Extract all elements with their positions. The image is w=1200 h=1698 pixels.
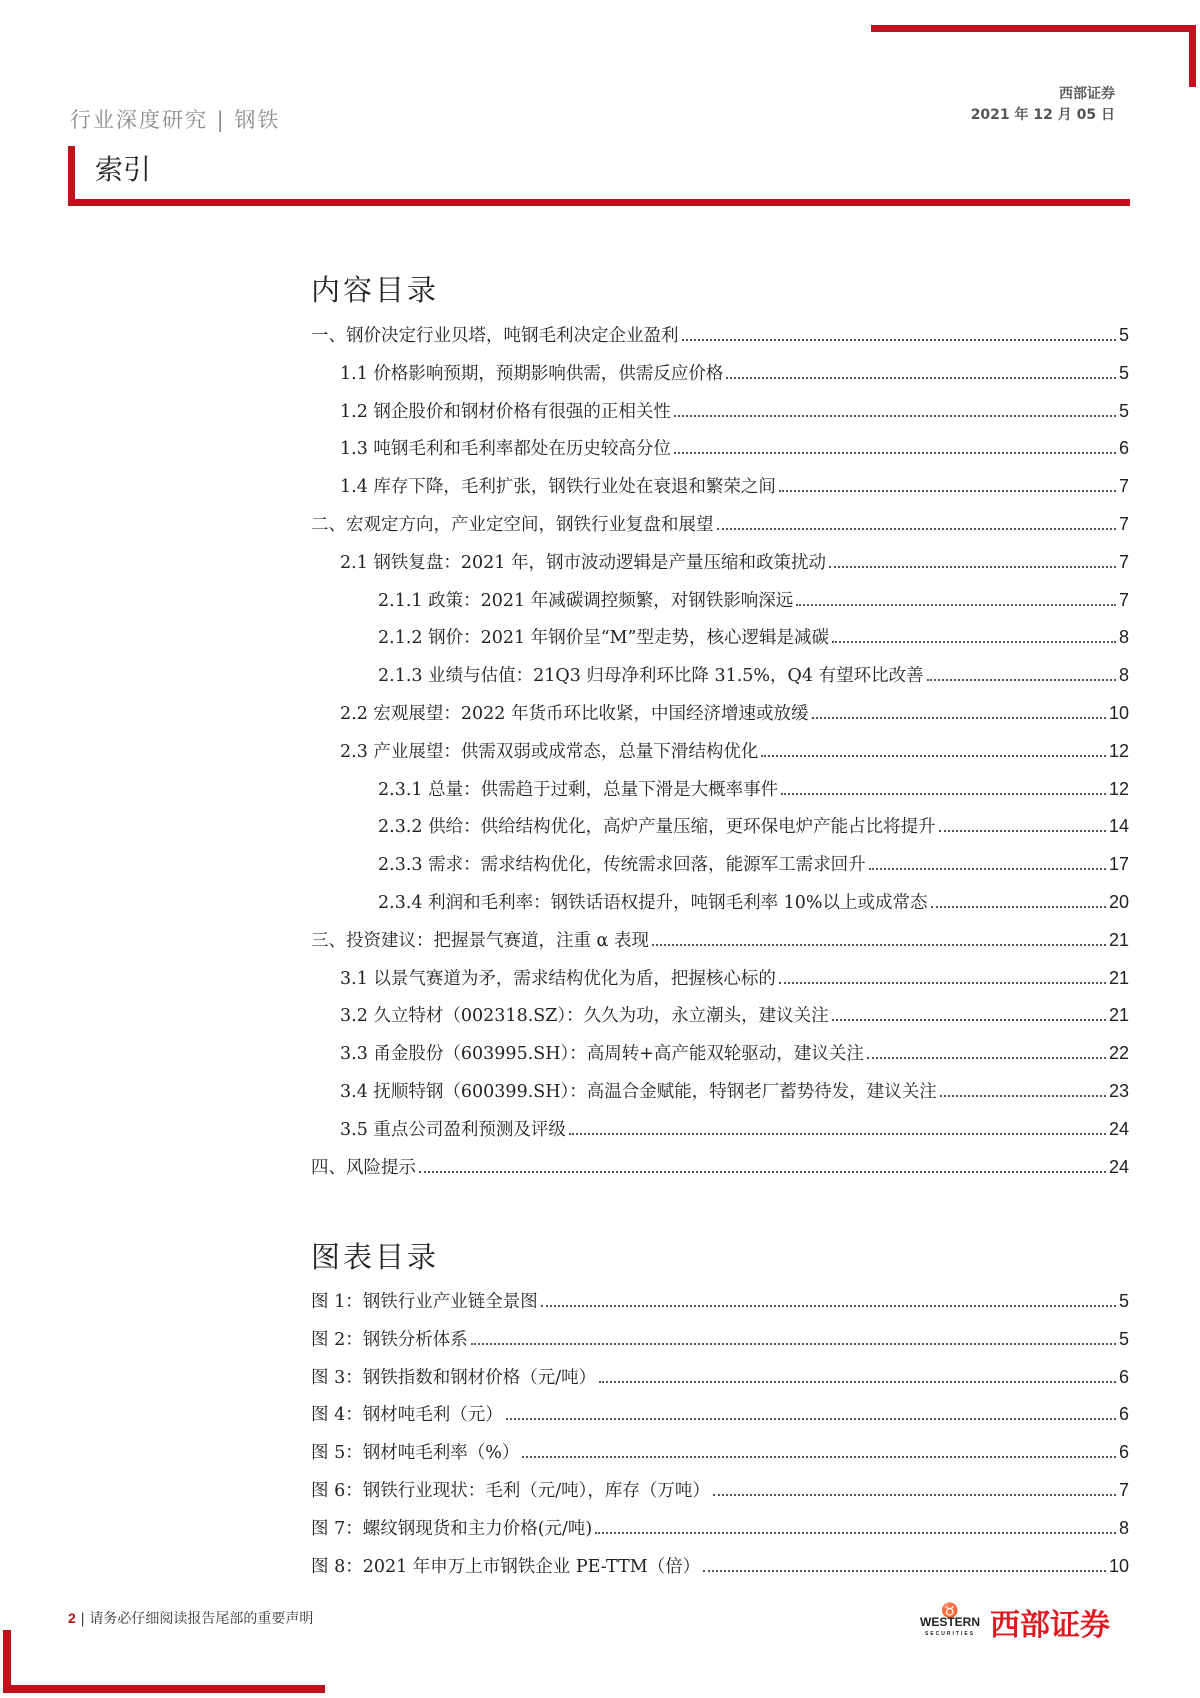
entry-label: 2.1.1 政策：2021 年减碳调控频繁，对钢铁影响深远 bbox=[378, 590, 794, 611]
entry-page: 14 bbox=[1108, 816, 1129, 837]
toc-entry[interactable] bbox=[311, 965, 1129, 1003]
entry-page: 6 bbox=[1118, 1404, 1129, 1425]
entry-label: 2.3.3 需求：需求结构优化，传统需求回落，能源军工需求回升 bbox=[378, 855, 866, 876]
entry-label: 2.3.2 供给：供给结构优化，高炉产量压缩，更环保电炉产能占比将提升 bbox=[378, 817, 936, 838]
dot-leader bbox=[796, 604, 1116, 606]
dot-leader bbox=[703, 1570, 1106, 1572]
dot-leader bbox=[812, 717, 1106, 719]
dot-leader bbox=[471, 1343, 1116, 1345]
entry-page: 21 bbox=[1108, 929, 1129, 950]
footer-disclaimer: 请务必仔细阅读报告尾部的重要声明 bbox=[89, 1611, 314, 1627]
toc-entry[interactable] bbox=[311, 700, 1129, 738]
report-date: 2021 年 12 月 05 日 bbox=[970, 107, 1115, 123]
dot-leader bbox=[931, 906, 1106, 908]
toc-entry[interactable] bbox=[311, 1364, 1129, 1402]
entry-label: 三、投资建议：把握景气赛道，注重 α 表现 bbox=[311, 930, 649, 951]
entry-page: 8 bbox=[1118, 627, 1129, 648]
toc-entry[interactable] bbox=[311, 1040, 1129, 1078]
entry-page: 8 bbox=[1118, 665, 1129, 686]
entry-page: 6 bbox=[1118, 1366, 1129, 1387]
entry-label: 1.1 价格影响预期，预期影响供需，供需反应价格 bbox=[340, 363, 724, 384]
entry-page: 20 bbox=[1108, 891, 1129, 912]
entry-page: 5 bbox=[1118, 400, 1129, 421]
figures-title: 图表目录 bbox=[311, 1240, 440, 1274]
dot-leader bbox=[506, 1418, 1116, 1420]
logo-english: ♉ WESTERN SECURITIES bbox=[920, 1602, 980, 1637]
entry-page: 24 bbox=[1108, 1156, 1129, 1177]
dot-leader bbox=[869, 868, 1106, 870]
figure-list bbox=[311, 1288, 1129, 1590]
table-of-contents bbox=[311, 322, 1129, 1191]
toc-entry[interactable] bbox=[311, 1477, 1129, 1515]
company-logo bbox=[920, 1600, 1110, 1644]
toc-entry[interactable] bbox=[311, 1326, 1129, 1364]
toc-entry[interactable] bbox=[311, 1553, 1129, 1591]
dot-leader bbox=[652, 944, 1106, 946]
dot-leader bbox=[419, 1171, 1106, 1173]
entry-label: 图 3：钢铁指数和钢材价格（元/吨） bbox=[311, 1367, 597, 1388]
dot-leader bbox=[832, 1019, 1106, 1021]
entry-label: 3.4 抚顺特钢（600399.SH）：高温合金赋能，特钢老厂蓄势待发，建议关注 bbox=[340, 1081, 937, 1102]
entry-label: 3.2 久立特材（002318.SZ）：久久为功，永立潮头，建议关注 bbox=[340, 1006, 829, 1027]
dot-leader bbox=[682, 339, 1116, 341]
entry-page: 12 bbox=[1108, 778, 1129, 799]
entry-label: 图 6：钢铁行业现状：毛利（元/吨），库存（万吨） bbox=[311, 1480, 710, 1501]
toc-entry[interactable] bbox=[311, 624, 1129, 662]
footer bbox=[68, 1608, 313, 1628]
section-title: 索引 bbox=[95, 153, 152, 186]
top-right-bar-vertical bbox=[1189, 25, 1196, 87]
toc-entry[interactable] bbox=[311, 473, 1129, 511]
toc-entry[interactable] bbox=[311, 927, 1129, 965]
entry-label: 图 5：钢材吨毛利率（%） bbox=[311, 1443, 520, 1464]
toc-entry[interactable] bbox=[311, 587, 1129, 625]
header-meta bbox=[971, 84, 1115, 126]
entry-label: 2.1 钢铁复盘：2021 年，钢市波动逻辑是产量压缩和政策扰动 bbox=[340, 552, 826, 573]
dot-leader bbox=[726, 377, 1116, 379]
dot-leader bbox=[674, 415, 1116, 417]
section-bracket-vertical bbox=[68, 146, 75, 206]
dot-leader bbox=[927, 679, 1116, 681]
toc-title: 内容目录 bbox=[311, 273, 440, 307]
dot-leader bbox=[779, 982, 1106, 984]
toc-entry[interactable] bbox=[311, 662, 1129, 700]
entry-label: 1.3 吨钢毛利和毛利率都处在历史较高分位 bbox=[340, 439, 671, 460]
section-bracket-horizontal bbox=[68, 199, 1130, 206]
entry-page: 24 bbox=[1108, 1118, 1129, 1139]
dot-leader bbox=[779, 490, 1116, 492]
bottom-left-bar bbox=[3, 1685, 325, 1693]
dot-leader bbox=[713, 1494, 1116, 1496]
entry-page: 5 bbox=[1118, 1291, 1129, 1311]
entry-label: 图 2：钢铁分析体系 bbox=[311, 1329, 468, 1350]
entry-label: 2.2 宏观展望：2022 年货币环比收紧，中国经济增速或放缓 bbox=[340, 703, 809, 724]
toc-entry[interactable] bbox=[311, 738, 1129, 776]
footer-separator: | bbox=[80, 1611, 85, 1627]
entry-label: 图 4：钢材吨毛利（元） bbox=[311, 1405, 503, 1426]
entry-page: 6 bbox=[1118, 438, 1129, 459]
entry-page: 8 bbox=[1118, 1517, 1129, 1538]
entry-page: 21 bbox=[1108, 967, 1129, 988]
entry-page: 22 bbox=[1108, 1043, 1129, 1064]
toc-entry[interactable] bbox=[311, 1002, 1129, 1040]
toc-entry[interactable] bbox=[311, 1401, 1129, 1439]
report-category: 行业深度研究 | 钢铁 bbox=[70, 108, 281, 132]
top-right-bar bbox=[871, 25, 1196, 32]
dot-leader bbox=[522, 1456, 1116, 1458]
toc-entry[interactable] bbox=[311, 398, 1129, 436]
entry-page: 6 bbox=[1118, 1442, 1129, 1463]
entry-label: 2.3 产业展望：供需双弱或成常态，总量下滑结构优化 bbox=[340, 741, 759, 762]
company-name: 西部证券 bbox=[1059, 86, 1115, 102]
entry-label: 3.5 重点公司盈利预测及评级 bbox=[340, 1119, 566, 1140]
entry-label: 1.2 钢企股价和钢材价格有很强的正相关性 bbox=[340, 401, 671, 422]
dot-leader bbox=[781, 793, 1106, 795]
toc-entry[interactable] bbox=[311, 1154, 1129, 1192]
dot-leader bbox=[541, 1305, 1116, 1307]
entry-page: 7 bbox=[1118, 589, 1129, 610]
toc-entry[interactable] bbox=[311, 360, 1129, 398]
dot-leader bbox=[595, 1532, 1116, 1534]
dot-leader bbox=[599, 1381, 1116, 1383]
entry-page: 10 bbox=[1108, 1555, 1129, 1576]
toc-entry[interactable] bbox=[311, 1078, 1129, 1116]
entry-label: 2.3.1 总量：供需趋于过剩，总量下滑是大概率事件 bbox=[378, 779, 779, 800]
entry-label: 3.3 甬金股份（603995.SH）：高周转+高产能双轮驱动，建议关注 bbox=[340, 1044, 864, 1065]
toc-entry[interactable] bbox=[311, 889, 1129, 927]
dot-leader bbox=[761, 755, 1106, 757]
logo-chinese: 西部证券 bbox=[990, 1608, 1110, 1643]
bull-icon: ♉ bbox=[941, 1602, 959, 1618]
entry-page: 7 bbox=[1118, 476, 1129, 497]
entry-label: 四、风险提示 bbox=[311, 1157, 416, 1178]
dot-leader bbox=[717, 528, 1116, 530]
toc-entry[interactable] bbox=[311, 851, 1129, 889]
entry-page: 5 bbox=[1118, 1328, 1129, 1349]
toc-entry[interactable] bbox=[311, 322, 1129, 360]
entry-page: 10 bbox=[1108, 702, 1129, 723]
entry-label: 图 1：钢铁行业产业链全景图 bbox=[311, 1292, 538, 1312]
entry-label: 2.1.3 业绩与估值：21Q3 归母净利环比降 31.5%，Q4 有望环比改善 bbox=[378, 666, 924, 687]
entry-page: 7 bbox=[1118, 551, 1129, 572]
toc-entry[interactable] bbox=[311, 1116, 1129, 1154]
entry-label: 2.1.2 钢价：2021 年钢价呈“M”型走势，核心逻辑是减碳 bbox=[378, 628, 829, 649]
dot-leader bbox=[569, 1133, 1106, 1135]
entry-label: 2.3.4 利润和毛利率：钢铁话语权提升，吨钢毛利率 10%以上或成常态 bbox=[378, 892, 928, 913]
toc-entry[interactable] bbox=[311, 1288, 1129, 1326]
dot-leader bbox=[940, 1095, 1106, 1097]
toc-entry[interactable] bbox=[311, 1439, 1129, 1477]
dot-leader bbox=[867, 1057, 1106, 1059]
dot-leader bbox=[939, 830, 1106, 832]
toc-entry[interactable] bbox=[311, 813, 1129, 851]
entry-label: 一、钢价决定行业贝塔，吨钢毛利决定企业盈利 bbox=[311, 326, 679, 346]
toc-entry[interactable] bbox=[311, 549, 1129, 587]
toc-entry[interactable] bbox=[311, 435, 1129, 473]
entry-page: 23 bbox=[1108, 1080, 1129, 1101]
entry-label: 3.1 以景气赛道为矛，需求结构优化为盾，把握核心标的 bbox=[340, 968, 776, 989]
toc-entry[interactable] bbox=[311, 776, 1129, 814]
entry-label: 1.4 库存下降，毛利扩张，钢铁行业处在衰退和繁荣之间 bbox=[340, 477, 776, 498]
entry-label: 图 8：2021 年申万上市钢铁企业 PE-TTM（倍） bbox=[311, 1556, 701, 1577]
entry-page: 7 bbox=[1118, 513, 1129, 534]
toc-entry[interactable] bbox=[311, 511, 1129, 549]
entry-label: 图 7：螺纹钢现货和主力价格(元/吨) bbox=[311, 1518, 593, 1539]
entry-page: 7 bbox=[1118, 1479, 1129, 1500]
entry-label: 二、宏观定方向，产业定空间，钢铁行业复盘和展望 bbox=[311, 514, 714, 535]
dot-leader bbox=[674, 452, 1116, 454]
bottom-left-bar-vertical bbox=[3, 1630, 11, 1692]
entry-page: 5 bbox=[1118, 325, 1129, 345]
entry-page: 12 bbox=[1108, 740, 1129, 761]
entry-page: 21 bbox=[1108, 1005, 1129, 1026]
entry-page: 17 bbox=[1108, 854, 1129, 875]
dot-leader bbox=[832, 641, 1116, 643]
toc-entry[interactable] bbox=[311, 1515, 1129, 1553]
dot-leader bbox=[829, 566, 1116, 568]
page-number: 2 bbox=[68, 1610, 76, 1626]
entry-page: 5 bbox=[1118, 362, 1129, 383]
